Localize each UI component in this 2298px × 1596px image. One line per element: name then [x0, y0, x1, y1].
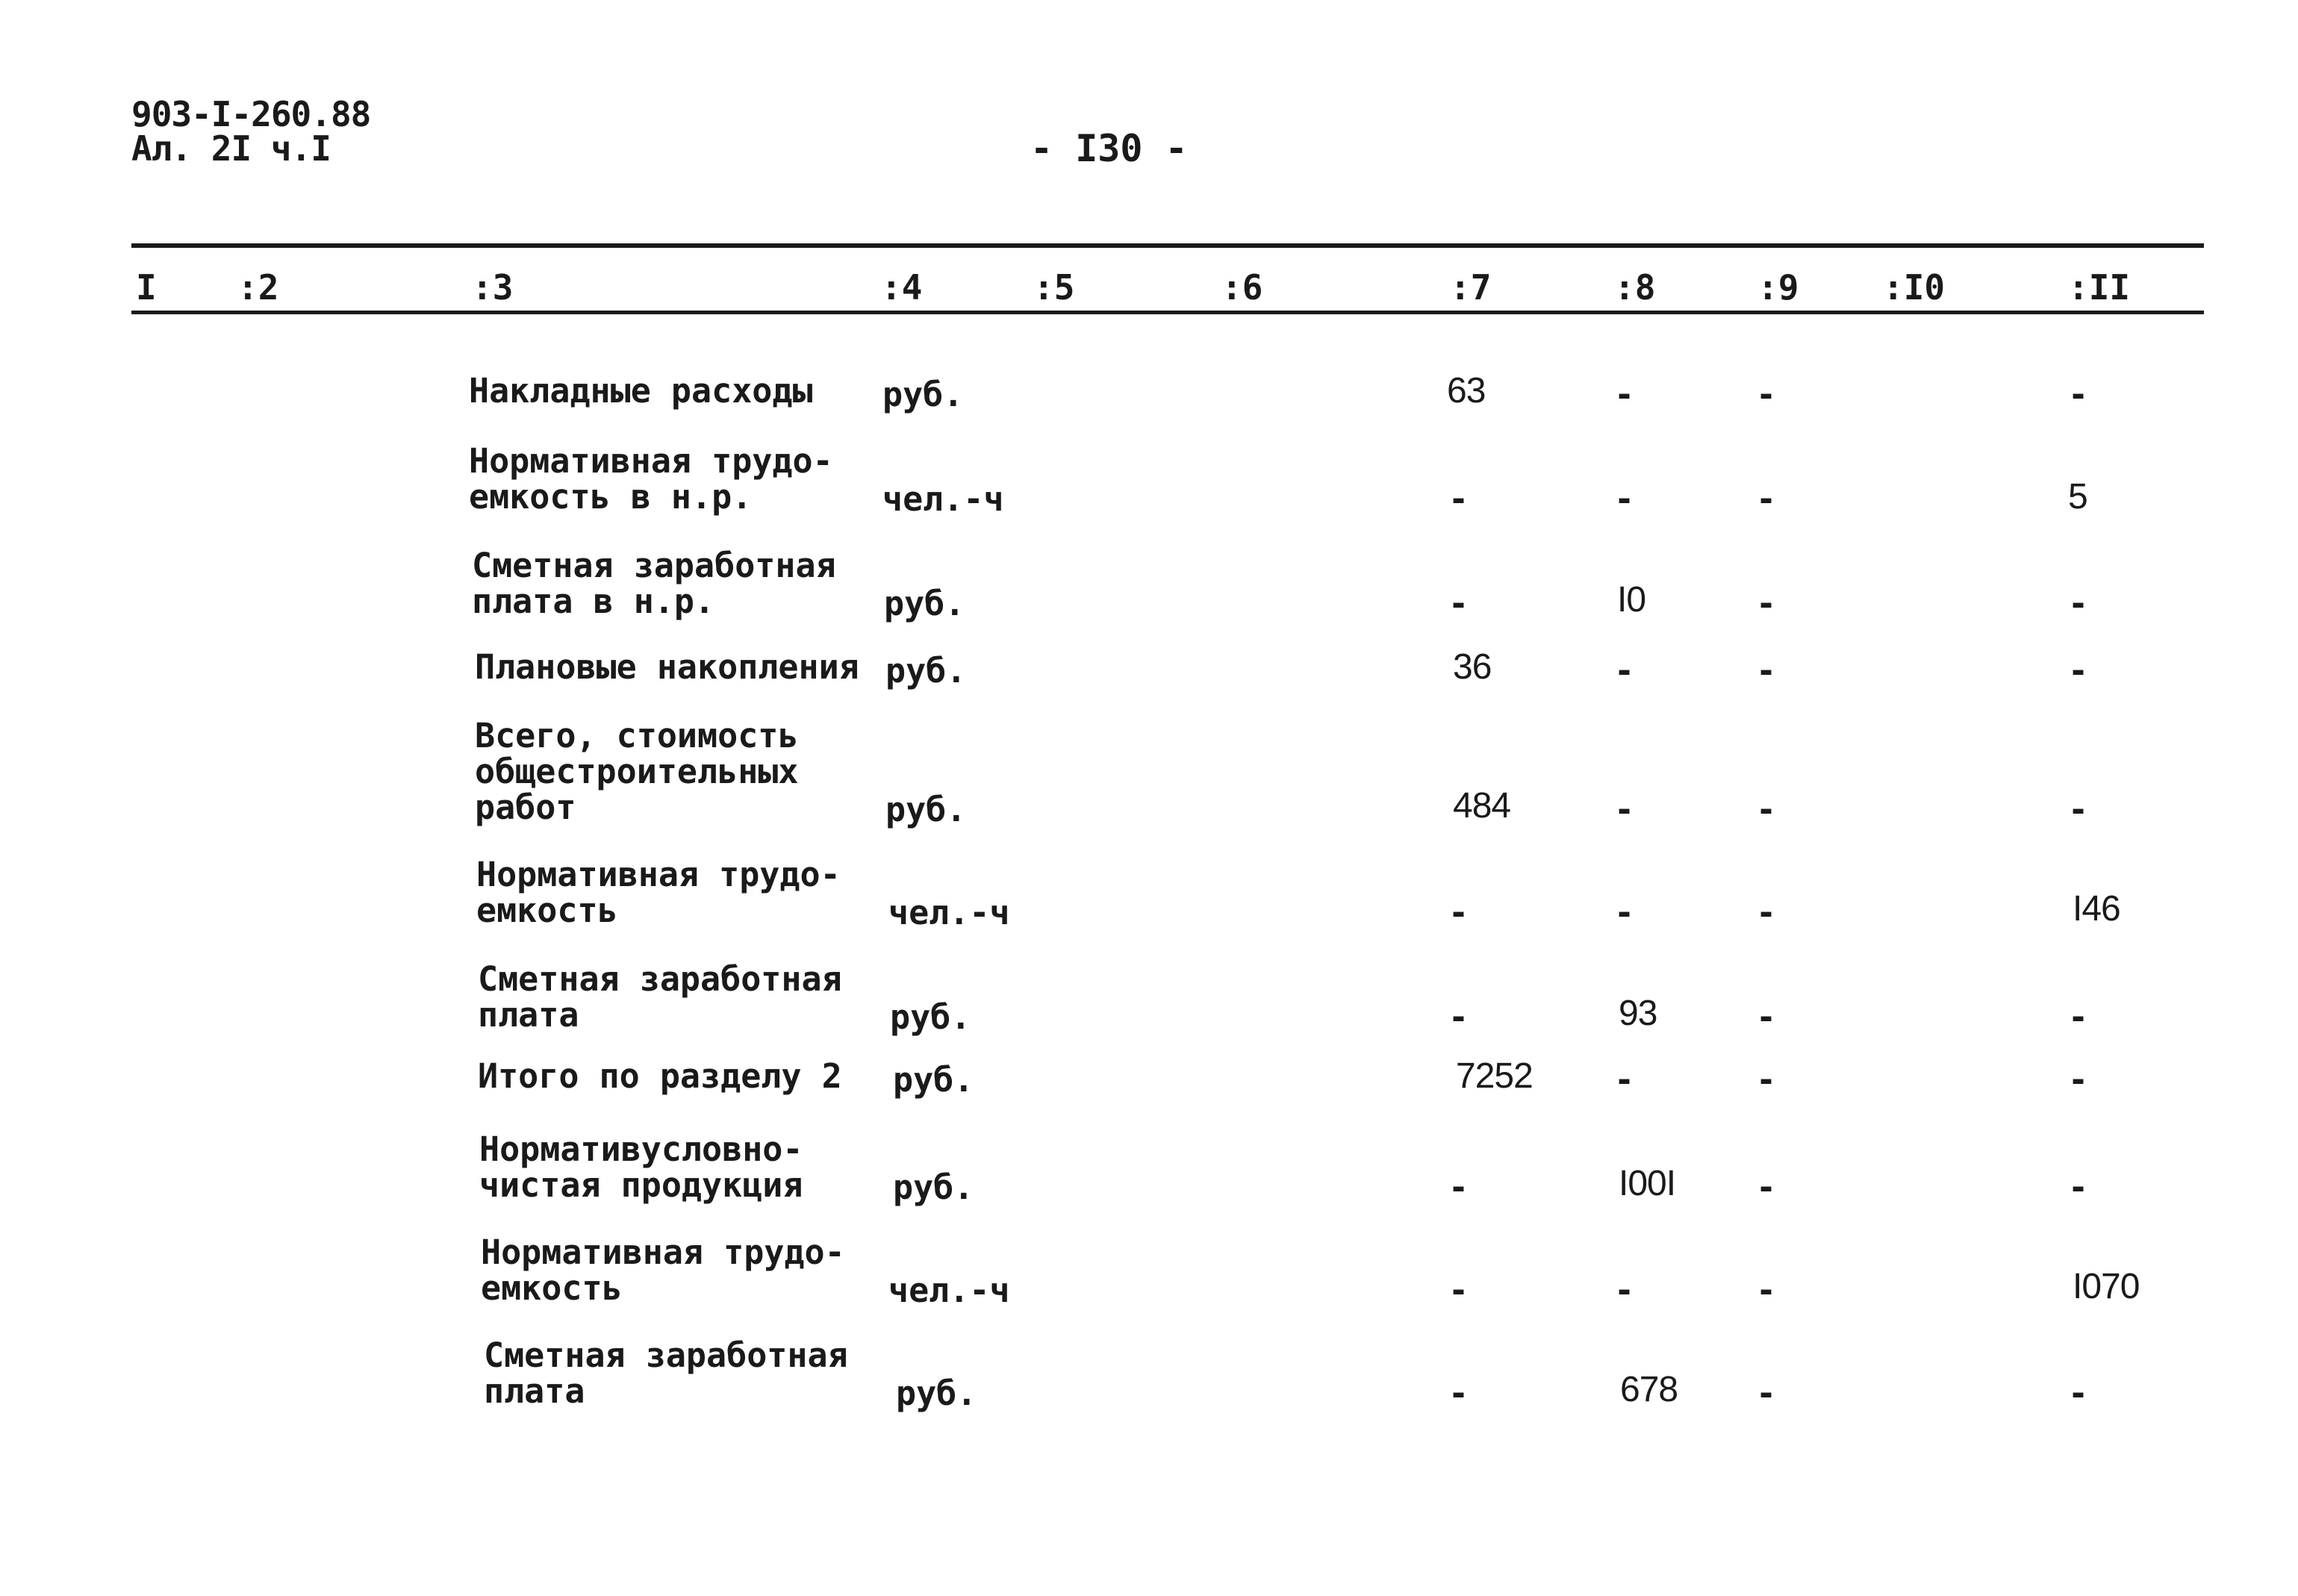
row-col7: - [1448, 1374, 1469, 1413]
row-col7: - [1448, 997, 1469, 1037]
row-col8: 93 [1619, 994, 1657, 1033]
row-name [469, 443, 833, 515]
row-col11: - [2068, 584, 2089, 623]
row-col9: - [1756, 651, 1777, 691]
row-col7: - [1448, 893, 1469, 932]
row-unit: руб. [884, 584, 965, 623]
row-unit: руб. [885, 790, 967, 829]
column-header-3: :3 [472, 267, 514, 308]
row-name [478, 1056, 842, 1096]
document-code [131, 94, 371, 169]
row-col8: - [1614, 651, 1635, 691]
row-name-line: Всего, стоимость [475, 716, 799, 755]
row-col7: 484 [1453, 786, 1511, 826]
column-header-8: :8 [1614, 267, 1656, 308]
row-col7: 7252 [1456, 1056, 1533, 1096]
row-col8: - [1614, 893, 1635, 932]
column-header-4: :4 [881, 267, 923, 308]
row-col9: - [1756, 1271, 1777, 1310]
row-col9: - [1756, 375, 1777, 414]
row-col7: - [1448, 584, 1469, 623]
column-header-11: :II [2068, 267, 2131, 308]
row-col11: - [2068, 375, 2089, 414]
row-col8: - [1614, 479, 1635, 519]
row-col11: - [2068, 651, 2089, 691]
row-name [475, 649, 859, 685]
row-name-line: Итого по разделу 2 [478, 1056, 842, 1096]
column-header-5: :5 [1033, 267, 1075, 308]
table-header-bottom-rule [131, 311, 2204, 314]
row-col11: - [2068, 1168, 2089, 1207]
row-name-line: Накладные расходы [469, 371, 813, 411]
row-name-line: плата в н.р. [472, 582, 715, 621]
row-name-line: емкость [476, 891, 618, 930]
row-col7: 36 [1453, 647, 1492, 687]
row-name-line: Сметная заработная [484, 1335, 848, 1375]
row-unit: чел.-ч [888, 1271, 1010, 1310]
row-name-line: Нормативусловно- [479, 1129, 803, 1169]
row-col9: - [1756, 1168, 1777, 1207]
row-name-line: чистая продукция [479, 1165, 803, 1205]
row-name [478, 961, 842, 1033]
row-unit: руб. [896, 1374, 977, 1413]
row-col11: - [2068, 997, 2089, 1037]
row-unit: руб. [893, 1060, 974, 1100]
row-name-line: Сметная заработная [478, 959, 842, 999]
row-col7: - [1448, 1168, 1469, 1207]
row-name [472, 548, 836, 620]
column-header-10: :I0 [1883, 267, 1946, 308]
row-name [484, 1335, 848, 1411]
row-col9: - [1756, 997, 1777, 1037]
row-name [475, 718, 798, 826]
row-unit: чел.-ч [882, 479, 1004, 519]
row-col11: I46 [2073, 889, 2120, 929]
row-name-line: общестроительных [475, 752, 799, 791]
row-col9: - [1756, 893, 1777, 932]
page-number: - I30 - [1030, 127, 1188, 170]
row-name [469, 373, 813, 409]
row-col11: - [2068, 790, 2089, 829]
row-col9: - [1756, 1060, 1777, 1100]
column-header-6: :6 [1221, 267, 1263, 308]
row-name-line: Плановые накопления [475, 647, 859, 687]
row-name-line: работ [475, 788, 576, 827]
row-col8: 678 [1620, 1370, 1678, 1409]
row-col8: I0 [1617, 580, 1646, 620]
row-unit: руб. [893, 1168, 974, 1207]
column-header-1: I [136, 267, 157, 308]
document-code-line-2: Ал. 2I ч.I [131, 128, 331, 169]
row-col8: I00I [1619, 1164, 1676, 1203]
column-header-2: :2 [237, 267, 279, 308]
row-col7: - [1448, 479, 1469, 519]
column-header-9: :9 [1757, 267, 1799, 308]
row-col7: - [1448, 1271, 1469, 1310]
row-col11: - [2068, 1374, 2089, 1413]
row-name-line: Нормативная трудо- [476, 855, 841, 894]
document-code-line-1: 903-I-260.88 [131, 94, 371, 134]
row-unit: чел.-ч [888, 893, 1010, 932]
row-col8: - [1614, 1271, 1635, 1310]
row-col9: - [1756, 584, 1777, 623]
row-unit: руб. [885, 651, 967, 691]
row-name-line: емкость [481, 1268, 623, 1308]
row-col7: 63 [1447, 371, 1486, 411]
row-name [479, 1129, 803, 1205]
row-name [481, 1232, 845, 1308]
row-col9: - [1756, 790, 1777, 829]
row-name-line: плата [484, 1371, 585, 1411]
row-col8: - [1614, 790, 1635, 829]
row-name-line: емкость в н.р. [469, 477, 753, 517]
row-col11: 5 [2068, 477, 2087, 517]
row-name-line: Нормативная трудо- [469, 441, 833, 481]
row-col11: I070 [2073, 1267, 2140, 1306]
row-name [476, 857, 841, 929]
row-name-line: Сметная заработная [472, 546, 836, 585]
row-col8: - [1614, 1060, 1635, 1100]
row-col8: - [1614, 375, 1635, 414]
row-col9: - [1756, 479, 1777, 519]
row-name-line: плата [478, 995, 579, 1035]
row-col11: - [2068, 1060, 2089, 1100]
table-header-top-rule [131, 243, 2204, 248]
row-name-line: Нормативная трудо- [481, 1232, 845, 1272]
column-header-7: :7 [1450, 267, 1492, 308]
row-unit: руб. [890, 997, 971, 1037]
row-col9: - [1756, 1374, 1777, 1413]
row-unit: руб. [882, 375, 964, 414]
